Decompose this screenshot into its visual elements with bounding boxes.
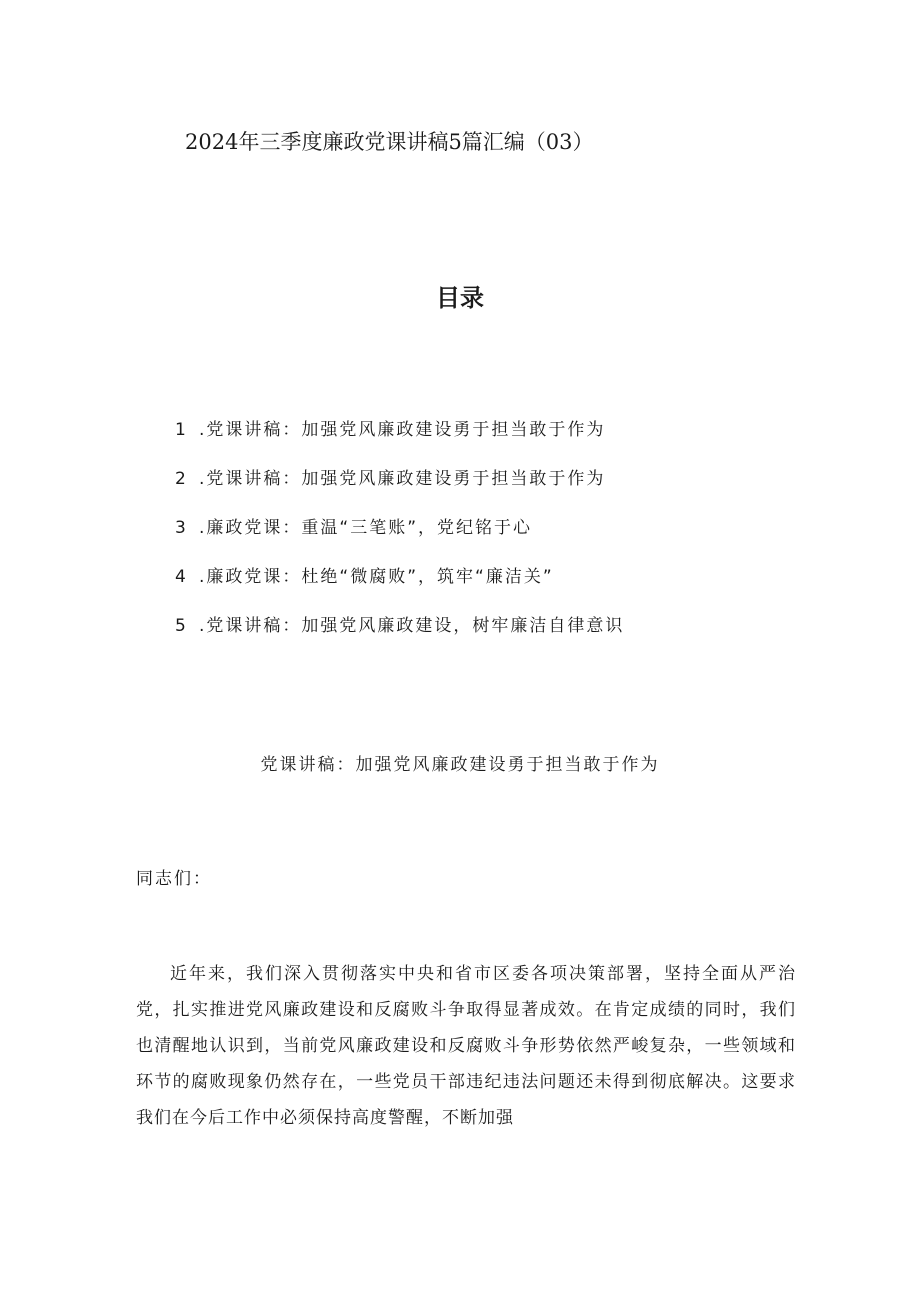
salutation: 同志们： [136,869,212,889]
toc-item-text: .党课讲稿：加强党风廉政建设，树牢廉洁自律意识 [199,616,625,636]
section-title: 党课讲稿：加强党风廉政建设勇于担当敢于作为 [260,755,660,775]
toc-item-number: 3 [175,518,188,538]
toc-item [175,565,624,614]
document-title: 2024年三季度廉政党课讲稿5篇汇编（03） [185,130,594,154]
table-of-contents [175,418,624,663]
toc-item-text: .廉政党课：重温“三笔账”，党纪铭于心 [199,518,533,538]
toc-item-number: 1 [175,420,188,440]
body-paragraph: 近年来，我们深入贯彻落实中央和省市区委各项决策部署，坚持全面从严治党，扎实推进党风廉政建设和反腐败斗争取得显著成效。在肯定成绩的同时，我们也清醒地认识到，当前党风廉政建设和反腐败斗争形势依然严峻复杂，一些领域和环节的腐败现象仍然存在，一些党员干部违纪违法问题还未得到彻底解决。这要求我们在今后工作中必须保持高度警醒，不断加强 [136,964,796,1128]
toc-item-number: 5 [175,616,188,636]
toc-item-text: .党课讲稿：加强党风廉政建设勇于担当敢于作为 [199,469,606,489]
toc-item [175,614,624,663]
toc-item [175,516,624,565]
toc-item [175,418,624,467]
toc-item-number: 4 [175,567,188,587]
toc-item-text: .党课讲稿：加强党风廉政建设勇于担当敢于作为 [199,420,606,440]
toc-item-number: 2 [175,469,188,489]
toc-item-text: .廉政党课：杜绝“微腐败”，筑牢“廉洁关” [199,567,554,587]
toc-heading: 目录 [436,284,484,312]
toc-item [175,467,624,516]
